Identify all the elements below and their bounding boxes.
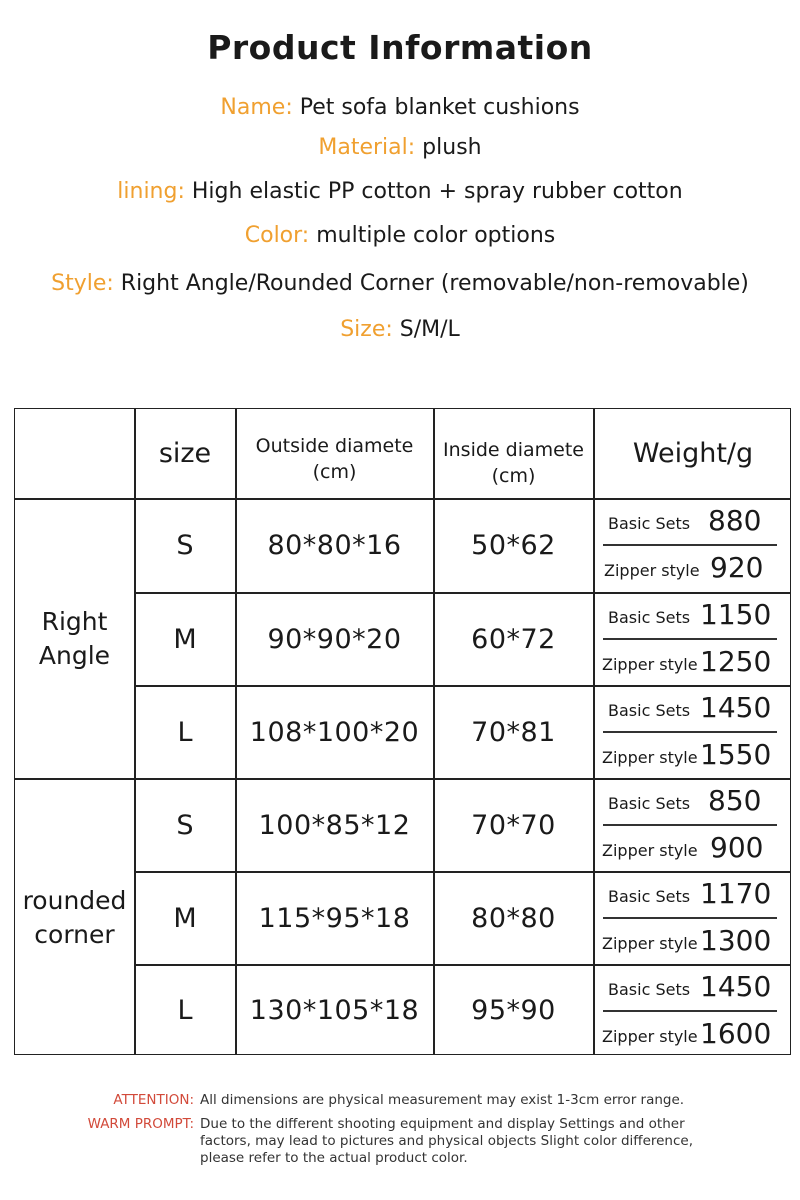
row-weight [594,872,792,964]
info-material-value: plush [422,135,482,160]
row-size: M [173,623,197,655]
weight-zipper-label: Zipper style [602,1027,698,1046]
info-name [0,95,800,120]
weight-zipper [594,733,789,773]
info-size [0,317,800,342]
weight-zipper-label: Zipper style [602,748,698,767]
header-inside-line2: (cm) [491,465,536,487]
row-outside: 100*85*12 [258,809,411,841]
weight-basic-label: Basic Sets [608,701,691,720]
weight-basic-label: Basic Sets [608,980,691,999]
warm-prompt-line: factors, may lead to pictures and physical objects Slight color difference, [200,1133,694,1149]
header-outside-line1: Outside diamete [255,435,414,457]
row-outside: 130*105*18 [249,995,420,1026]
weight-basic [594,499,789,539]
info-lining-value: High elastic PP cotton + spray rubber cotton [191,179,683,204]
weight-basic-value: 850 [708,784,762,817]
info-lining-key: lining: [117,179,185,204]
row-weight [594,686,792,778]
row-inside: 50*62 [471,530,556,561]
row-weight [594,593,792,685]
weight-zipper [594,919,789,959]
info-style-key: Style: [51,271,114,296]
weight-basic-label: Basic Sets [608,608,691,627]
size-table [14,408,791,1055]
group-label-line: Angle [38,640,111,670]
info-material [0,135,800,160]
info-color [0,223,800,248]
weight-zipper-label: Zipper style [602,841,698,860]
row-size: M [173,902,197,934]
row-outside: 80*80*16 [267,530,402,561]
warm-prompt-line: Due to the different shooting equipment and display Settings and other [200,1116,685,1132]
weight-basic-label: Basic Sets [608,887,691,906]
row-size: S [176,809,194,841]
weight-basic-value: 880 [708,504,762,537]
row-size: S [176,530,194,561]
attention-text: All dimensions are physical measurement may exist 1-3cm error range. [200,1092,685,1108]
row-inside: 60*72 [471,623,556,655]
warm-prompt-line: please refer to the actual product color. [200,1150,468,1166]
weight-basic-label: Basic Sets [608,794,691,813]
weight-basic-value: 1170 [700,877,772,910]
weight-zipper-value: 1250 [700,645,772,678]
row-outside: 90*90*20 [267,623,402,655]
weight-zipper [594,640,789,680]
weight-zipper [594,1012,789,1052]
weight-zipper-value: 1550 [700,738,772,771]
info-size-value: S/M/L [399,317,460,342]
row-outside: 115*95*18 [258,902,411,934]
header-size: size [158,438,212,469]
group-label-line: corner [34,919,115,949]
weight-basic [594,686,789,726]
attention-label: ATTENTION: [113,1092,194,1108]
group-label-line: rounded [22,885,127,915]
header-inside-line1: Inside diamete [443,439,584,461]
weight-zipper-label: Zipper style [602,655,698,674]
weight-zipper-value: 1300 [700,924,772,957]
row-weight [594,965,792,1056]
row-inside: 70*81 [471,716,556,748]
info-lining [0,179,800,204]
info-name-key: Name: [220,95,293,120]
weight-basic [594,593,789,633]
weight-zipper-label: Zipper style [604,561,700,580]
weight-basic [594,779,789,819]
row-outside: 108*100*20 [249,716,420,748]
info-size-key: Size: [340,317,393,342]
weight-basic-value: 1450 [700,970,772,1003]
weight-zipper-value: 1600 [700,1017,772,1050]
info-color-key: Color: [244,223,310,248]
weight-zipper [594,826,789,866]
group-label-line: Right [41,606,108,636]
weight-basic [594,872,789,912]
row-inside: 80*80 [471,902,556,934]
info-material-key: Material: [318,135,416,160]
row-weight [594,779,792,871]
weight-zipper [594,546,789,586]
info-style [0,271,800,296]
weight-zipper-label: Zipper style [602,934,698,953]
row-weight [594,499,792,592]
weight-zipper-value: 900 [710,831,764,864]
group-label-right-angle [15,499,134,778]
header-outside-line2: (cm) [312,461,357,483]
weight-basic-label: Basic Sets [608,514,691,533]
info-color-value: multiple color options [316,223,556,248]
info-name-value: Pet sofa blanket cushions [299,95,580,120]
weight-basic-value: 1150 [700,598,772,631]
row-inside: 70*70 [471,809,556,841]
weight-basic [594,965,789,1005]
info-style-value: Right Angle/Rounded Corner (removable/non-removable) [120,271,749,296]
row-size: L [177,716,193,748]
weight-zipper-value: 920 [710,551,764,584]
page-title: Product Information [207,28,593,67]
warm-prompt-label: WARM PROMPT: [87,1116,194,1132]
row-size: L [177,995,193,1026]
weight-basic-value: 1450 [700,691,772,724]
group-label-rounded-corner [15,779,134,1056]
header-weight: Weight/g [632,438,754,469]
row-inside: 95*90 [471,995,556,1026]
